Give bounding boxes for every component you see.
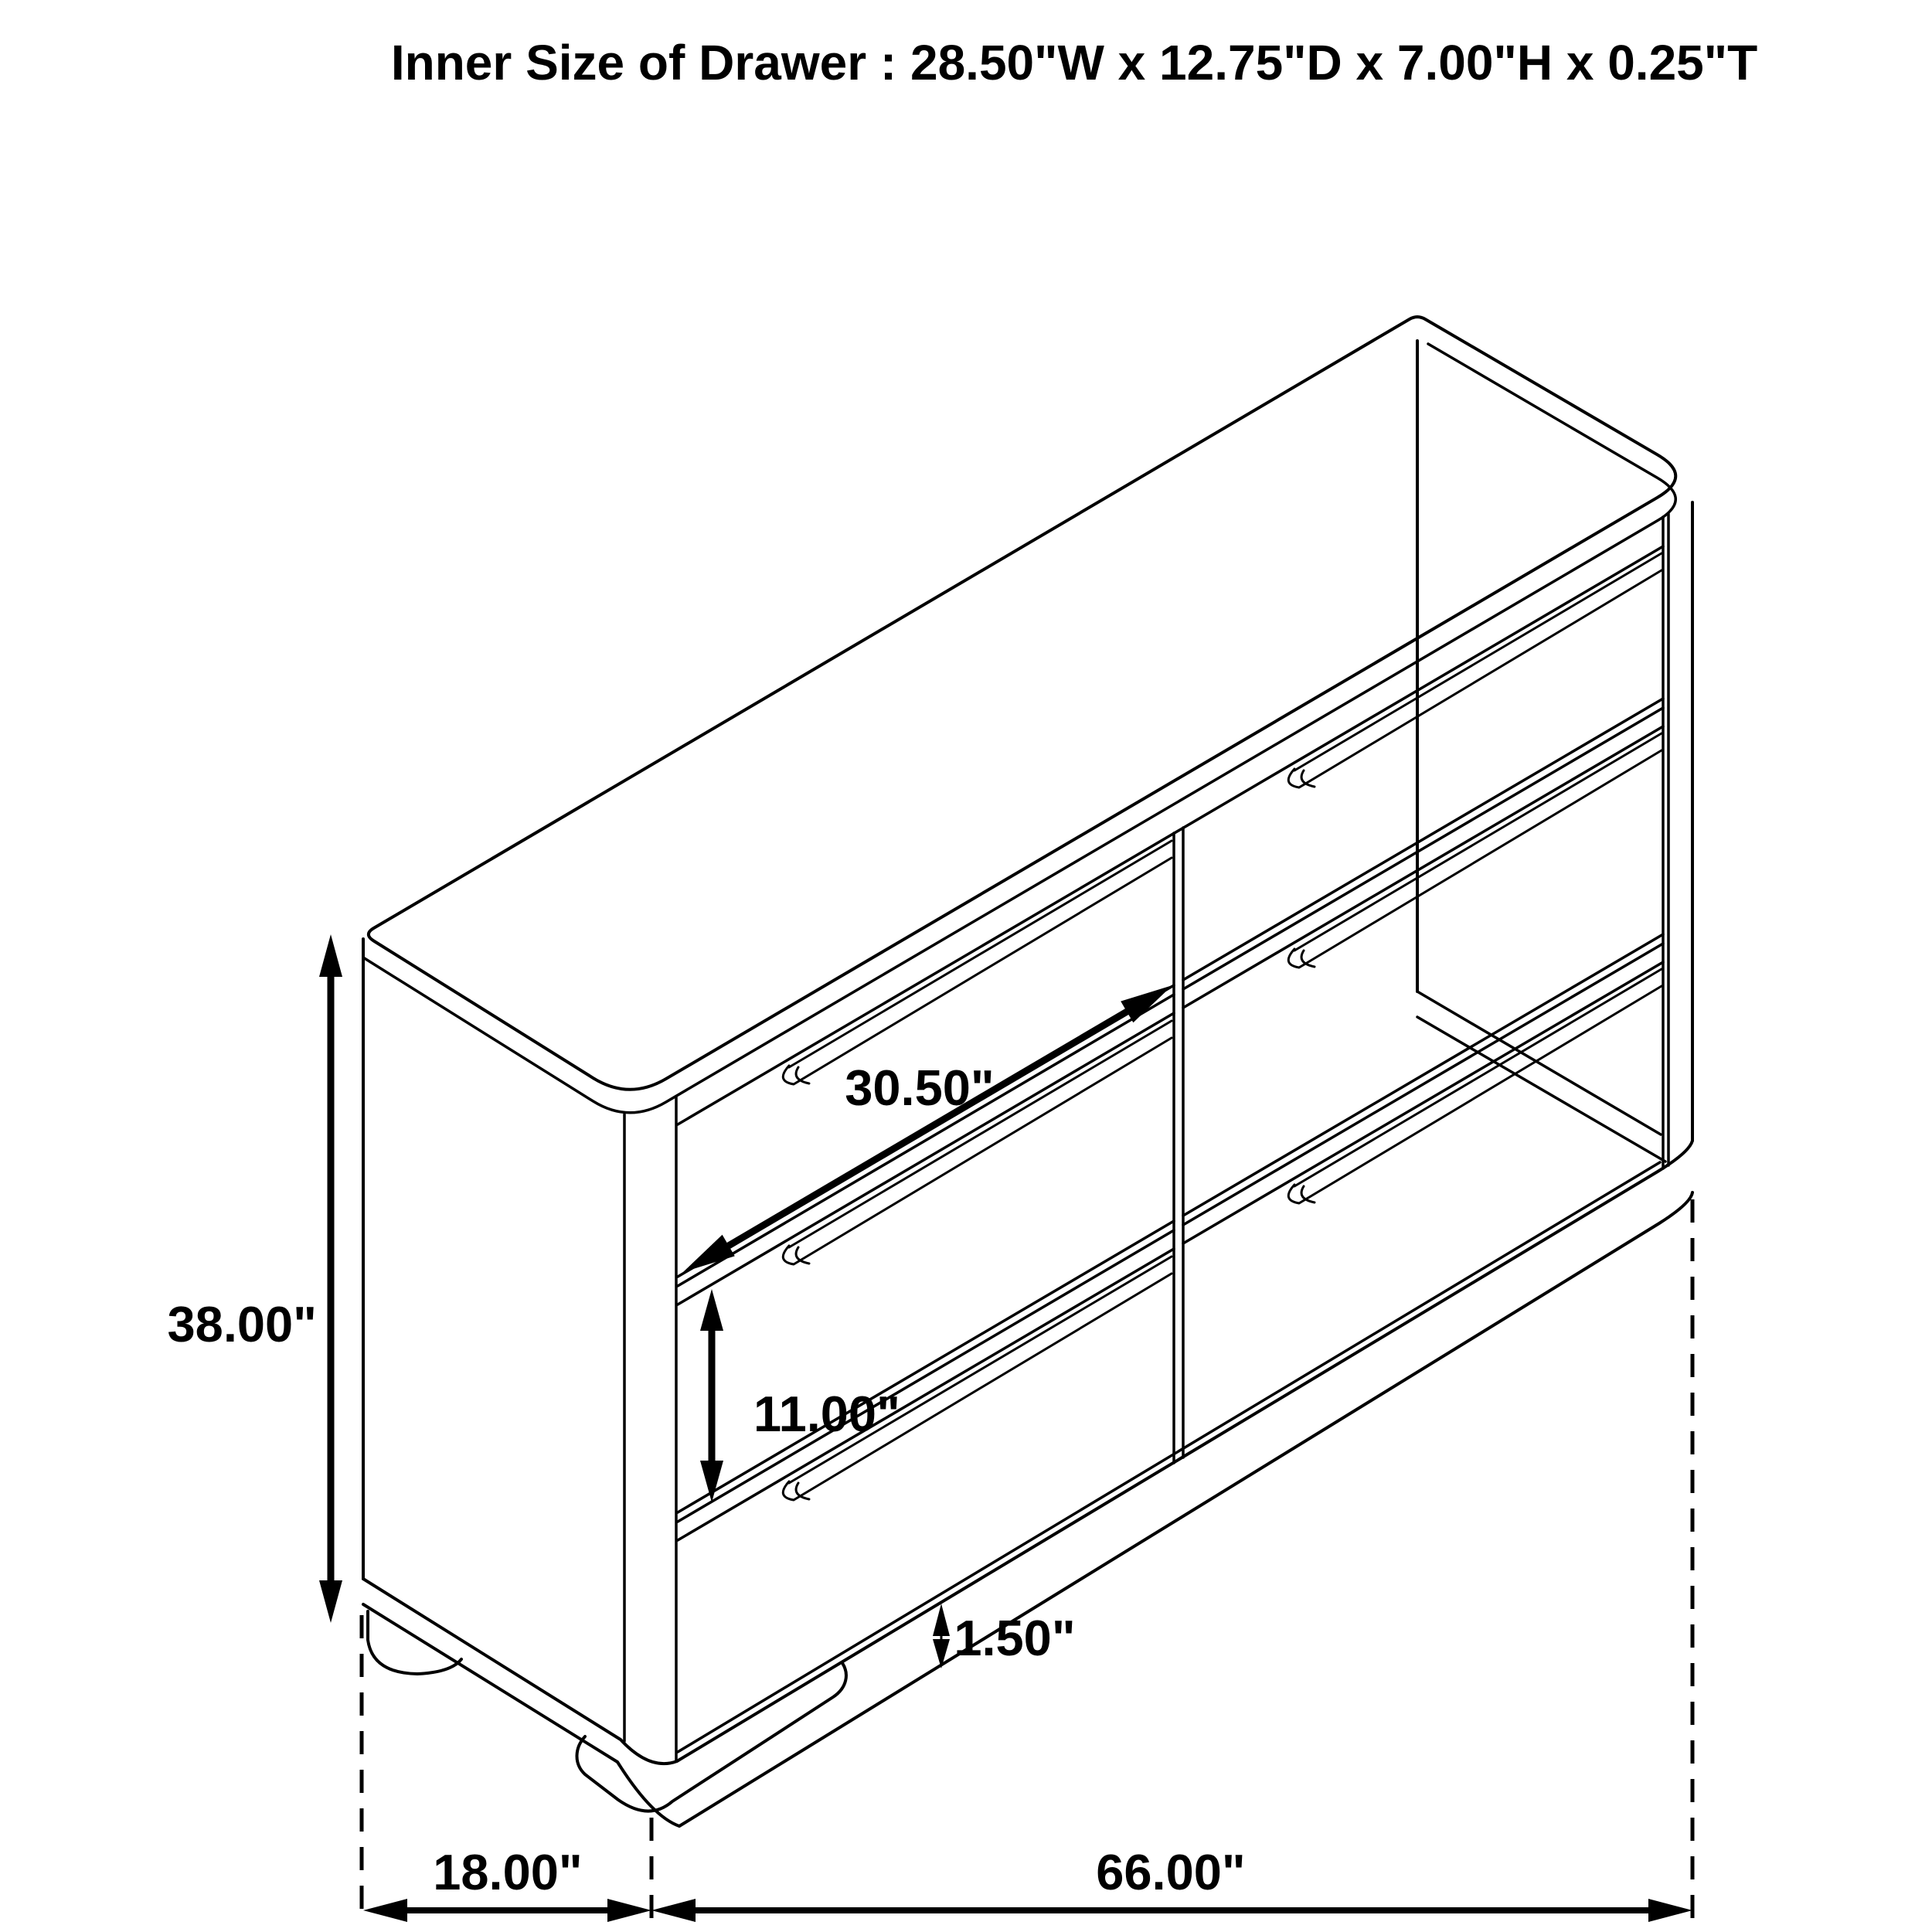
label-overall-height: 38.00"	[167, 1296, 317, 1352]
dimension-drawer-front-height	[700, 1289, 900, 1502]
top-panel	[363, 317, 1675, 1113]
arrow-up-right-icon	[1121, 985, 1172, 1022]
arrow-left-icon	[651, 1899, 696, 1922]
rear-left-foot	[368, 1611, 461, 1674]
arrow-right-icon	[607, 1899, 651, 1922]
arrow-left-icon	[363, 1899, 407, 1922]
label-drawer-front-height: 11.00"	[753, 1386, 900, 1442]
label-drawer-width: 30.50"	[845, 1060, 995, 1116]
dimension-drawer-width	[683, 985, 1172, 1272]
label-base-height: 1.50"	[954, 1610, 1076, 1666]
label-front-width: 66.00"	[1096, 1844, 1246, 1900]
arrow-down-icon	[319, 1580, 342, 1623]
arrow-down-icon	[933, 1639, 950, 1668]
base-molding	[363, 992, 1692, 1826]
arrow-up-icon	[700, 1289, 723, 1331]
dimension-side-depth	[363, 1844, 651, 1922]
feet	[368, 1611, 846, 1811]
drawing-title: Inner Size of Drawer : 28.50"W x 12.75"D x 7.00"H x 0.25"T	[390, 35, 1758, 90]
arrow-up-icon	[933, 1604, 950, 1636]
arrow-up-icon	[319, 934, 342, 977]
drawer-rows-right-column	[1183, 699, 1663, 1243]
label-side-depth: 18.00"	[433, 1844, 583, 1900]
dimension-overall-height	[168, 934, 342, 1623]
dimension-front-width	[651, 1844, 1692, 1922]
arrow-right-icon	[1648, 1899, 1692, 1922]
dimension-base-height	[933, 1604, 1076, 1668]
